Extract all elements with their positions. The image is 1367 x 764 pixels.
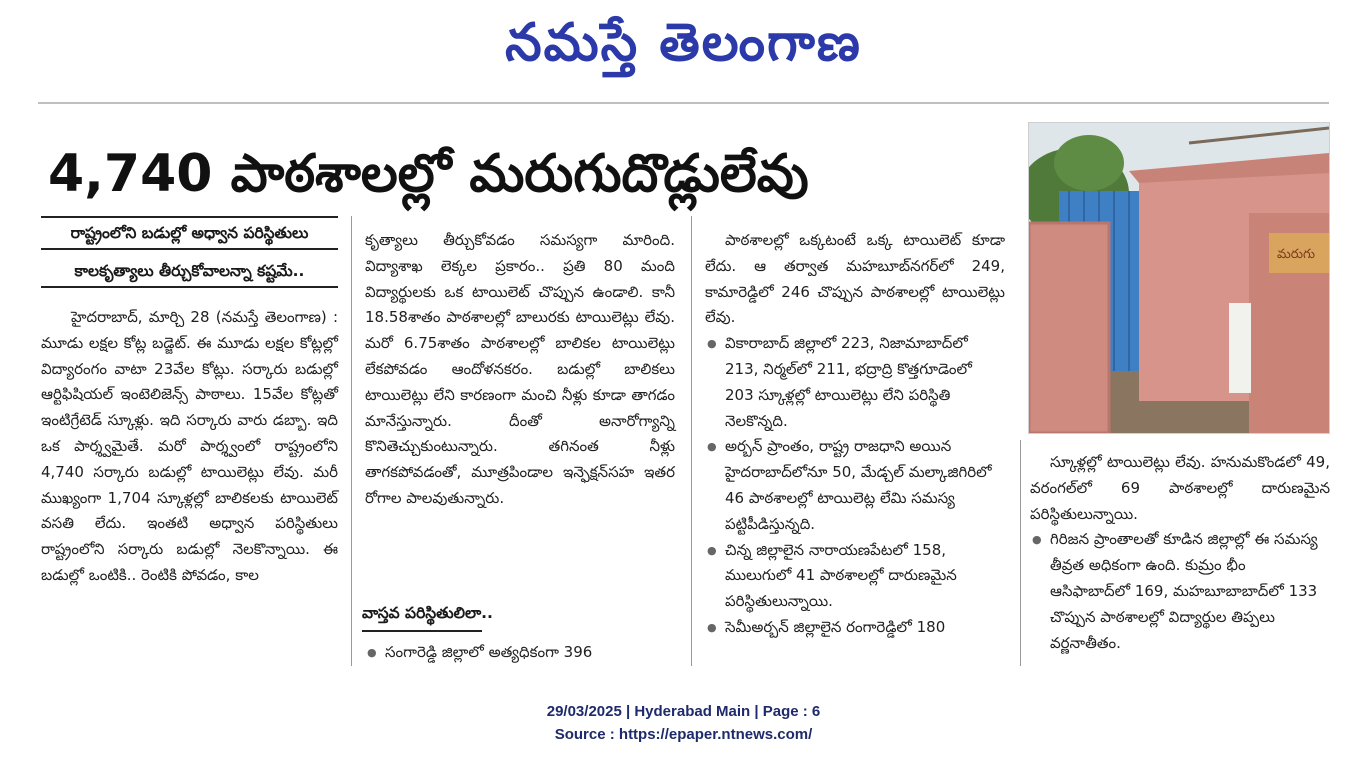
column-4-intro: స్కూళ్లల్లో టాయిలెట్లు లేవు. హనుమకొండలో 49, వరంగల్‌లో 69 పాఠశాలల్లో దారుణమైన పరిస్థితులున్నాయి. [1030,453,1330,523]
subheading-2: కాలకృత్యాలు తీర్చుకోవాలన్నా కష్టమే.. [41,256,338,288]
column-3-bullet: ● వికారాబాద్ జిల్లాలో 223, నిజామాబాద్‌లో 213, నిర్మల్‌లో 211, భద్రాద్రి కొత్తగూడెంలో 203 స్కూళ్లల్లో టాయిలెట్లు లేని పరిస్థితి నెలకొన్నది. [705,331,1005,434]
column-3-bullet: ● సెమీఅర్బన్ జిల్లాలైన రంగారెడ్డిలో 180 [705,615,1005,641]
column-3-bullet: ● అర్బన్ ప్రాంతం, రాష్ట్ర రాజధాని అయిన హైదరాబాద్‌లోనూ 50, మేడ్చల్ మల్కాజిగిరిలో 46 పాఠశాలల్లో టాయిలెట్ల లేమి సమస్య పట్టిపీడిస్తున్నది. [705,434,1005,537]
school-toilet-photo [1028,122,1330,434]
subheading-1: రాష్ట్రంలోని బడుల్లో అధ్వాన పరిస్థితులు [41,216,338,250]
column-2-body: కృత్యాలు తీర్చుకోవడం సమస్యగా మారింది. విద్యాశాఖ లెక్కల ప్రకారం.. ప్రతి 80 మంది విద్యార్థులకు ఒక టాయిలెట్ చొప్పున ఉండాలి. కానీ 18.58శాతం పాఠశాలల్లో బాలురకు టాయిలెట్లు లేవు. మరో 6.75శాతం పాఠశాలల్లో బాలికల టాయిలెట్లు లేకపోవడం ఆందోళనకరం. బడుల్లో బాలికలు టాయిలెట్లు లేని కారణంగా మంచి నీళ్లు కూడా తాగడం మానేస్తున్నారు. దీంతో అనారోగ్యాన్ని కొనితెచ్చుకుంటున్నారు. తగినంత నీళ్లు తాగకపోవడంతో, మూత్రపిండాల ఇన్ఫెక్షన్‌సహ ఇతర రోగాల పాలవుతున్నారు. [365,231,675,507]
article-column-2 [365,228,675,588]
column-3-bullet: ● చిన్న జిల్లాలైన నారాయణపేటలో 158, ములుగులో 41 పాఠశాలల్లో దారుణమైన పరిస్థితులున్నాయి. [705,538,1005,615]
column-2-bullet: ● సంగారెడ్డి జిల్లాలో అత్యధికంగా 396 [365,640,675,666]
side-heading-underline [362,630,482,632]
column-divider-2 [691,216,692,666]
headline: 4,740 పాఠశాలల్లో మరుగుదొడ్లులేవు [48,144,809,204]
column-3-intro: పాఠశాలల్లో ఒక్కటంటే ఒక్క టాయిలెట్ కూడా లేదు. ఆ తర్వాత మహబూబ్‌నగర్‌లో 249, కామారెడ్డిలో 246 చొప్పున పాఠశాలల్లో టాయిలెట్లు లేవు. [705,231,1005,327]
column-divider-3 [1020,440,1021,666]
article-column-1 [41,305,338,665]
photo-illustration [1029,123,1329,433]
footer-edition-info: 29/03/2025 | Hyderabad Main | Page : 6 [546,703,821,720]
footer-source-link[interactable]: Source : https://epaper.ntnews.com/ [554,726,813,743]
masthead-logo: నమస్తే తెలంగాణ [505,12,862,73]
article-column-4 [1030,450,1330,665]
column-divider-1 [351,216,352,666]
article-column-3 [705,228,1005,668]
side-heading: వాస్తవ పరిస్థితులిలా.. [362,604,493,622]
masthead-divider [38,102,1329,104]
photo-signboard: మరుగు [1277,247,1316,262]
column-1-body: హైదరాబాద్, మార్చి 28 (నమస్తే తెలంగాణ) : మూడు లక్షల కోట్ల బడ్జెట్. ఈ మూడు లక్షల కోట్లల్లో విద్యారంగం వాటా 23వేల కోట్లు. సర్కారు బడుల్లో ఆర్టిఫిషియల్ ఇంటెలిజెన్స్ పాఠాలు. 15వేల కోట్లతో ఇంటిగ్రేటెడ్ స్కూళ్లు. ఇది సర్కారు వారు డబ్బా. ఇది ఒక పార్శ్వమైతే. మరో పార్శ్వంలో రాష్ట్రంలోని 4,740 సర్కారు బడుల్లో టాయిలెట్లు లేవు. మరీ ముఖ్యంగా 1,704 స్కూళ్లల్లో బాలికలకు టాయిలెట్ వసతి లేదు. ఇంతటి అధ్వాన పరిస్థితులు రాష్ట్రంలోని సర్కారు బడుల్లో నెలకొన్నాయి. ఈ బడుల్లో ఒంటికి.. రెంటికి పోవడం, కాల [41,308,338,584]
column-2-bullet-block [365,640,675,666]
column-4-bullet: ● గిరిజన ప్రాంతాలతో కూడిన జిల్లాల్లో ఈ సమస్య తీవ్రత అధికంగా ఉంది. కుమ్రం భీం ఆసిఫాబాద్‌లో 169, మహబూబాబాద్‌లో 133 చొప్పున పాఠశాలల్లో విద్యార్థుల తిప్పలు వర్ణనాతీతం. [1030,527,1330,656]
